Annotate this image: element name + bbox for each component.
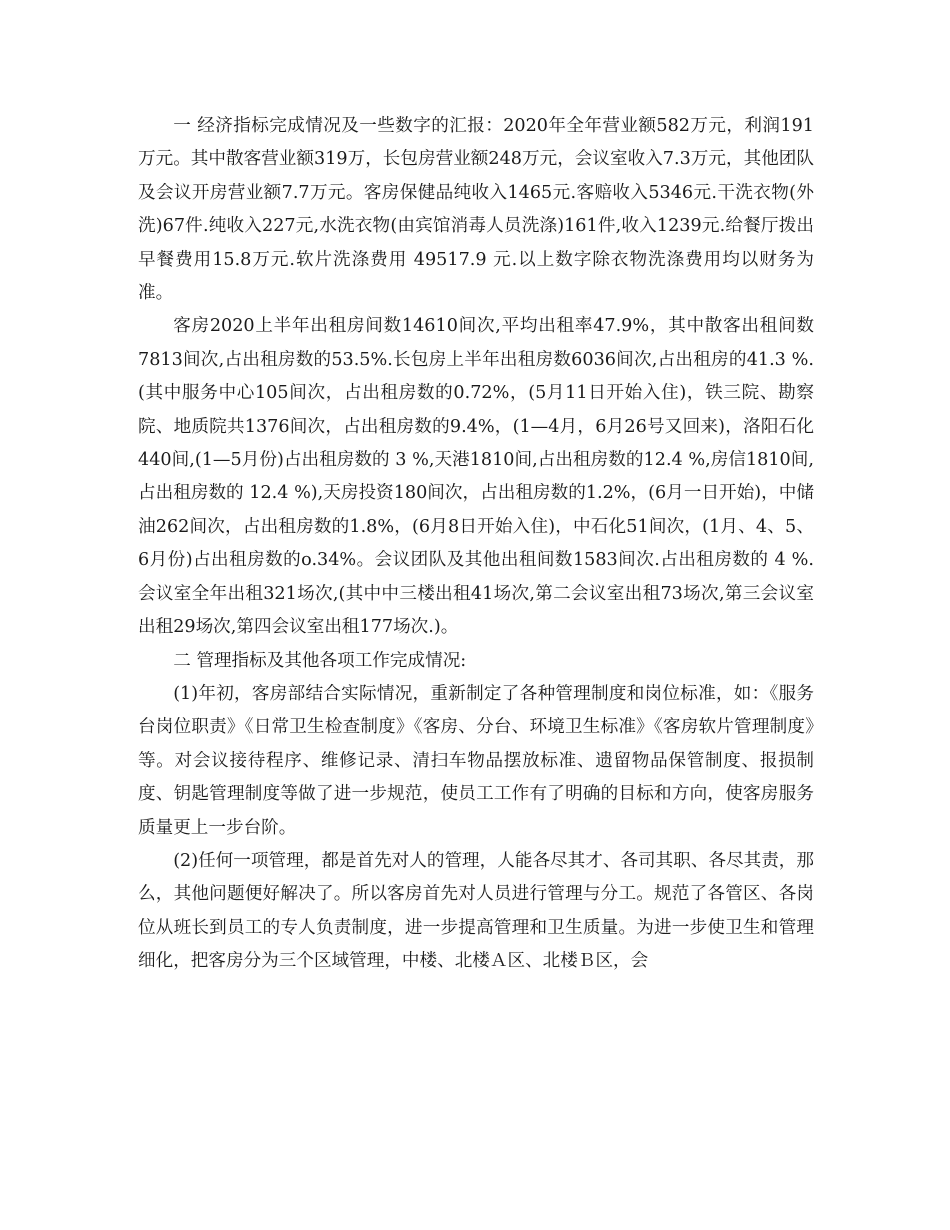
section-heading-management: 二 管理指标及其他各项工作完成情况: (173, 650, 467, 671)
paragraph-management-rules: (1)年初，客房部结合实际情况，重新制定了各种管理制度和岗位标准，如：《服务台岗位职责》《日常卫生检查制度》《客房、分台、环境卫生标准》《客房软片管理制度》等。对会议接待程序、维修记录、清扫车物品摆放标准、遗留物品保管制度、报损制度、钥匙管理制度等做了进一步规范，使员工工作有了明确的目标和方向，使客房服务质量更上一步台阶。 (138, 683, 814, 838)
document-body (138, 110, 814, 979)
paragraph-room-rentals: 客房2020上半年出租房间数14610间次,平均出租率47.9%，其中散客出租间数7813间次,占出租房数的53.5%.长包房上半年出租房数6036间次,占出租房的41.3 %.(其中服务中心105间次，占出租房数的0.72%，(5月11日开始入住)，铁三院、勘察院、地质院共1376间次，占出租房数的9.4%，(1—4月，6月26号又回来)，洛阳石化440间,(1—5月份)占出租房数的 3 %,天港1810间,占出租房数的12.4 %,房信1810间,占出租房数的 12.4 %),天房投资180间次，占出租房数的1.2%，(6月一日开始)，中储油262间次，占出租房数的1.8%，(6月8日开始入住)，中石化51间次，(1月、4、5、6月份)占出租房数的o.34%。会议团队及其他出租间数1583间次.占出租房数的 4 %.会议室全年出租321场次,(其中中三楼出租41场次,第二会议室出租73场次,第三会议室出租29场次,第四会议室出租177场次.)。 (138, 316, 814, 638)
paragraph-economic-indicators: 一 经济指标完成情况及一些数字的汇报：2020年全年营业额582万元，利润191万元。其中散客营业额319万，长包房营业额248万元，会议室收入7.3万元，其他团队及会议开房营业额7.7万元。客房保健品纯收入1465元.客赔收入5346元.干洗衣物(外洗)67件.纯收入227元,水洗衣物(由宾馆消毒人员洗涤)161件,收入1239元.给餐厅拨出早餐费用15.8万元.软片洗涤费用 49517.9 元.以上数字除衣物洗涤费用均以财务为准。 (138, 116, 814, 304)
paragraph-staff-management: (2)任何一项管理，都是首先对人的管理，人能各尽其才、各司其职、各尽其责，那么，其他问题便好解决了。所以客房首先对人员进行管理与分工。规范了各管区、各岗位从班长到员工的专人负责制度，进一步提高管理和卫生质量。为进一步使卫生和管理细化，把客房分为三个区域管理，中楼、北楼Ａ区、北楼Ｂ区，会 (138, 850, 814, 972)
